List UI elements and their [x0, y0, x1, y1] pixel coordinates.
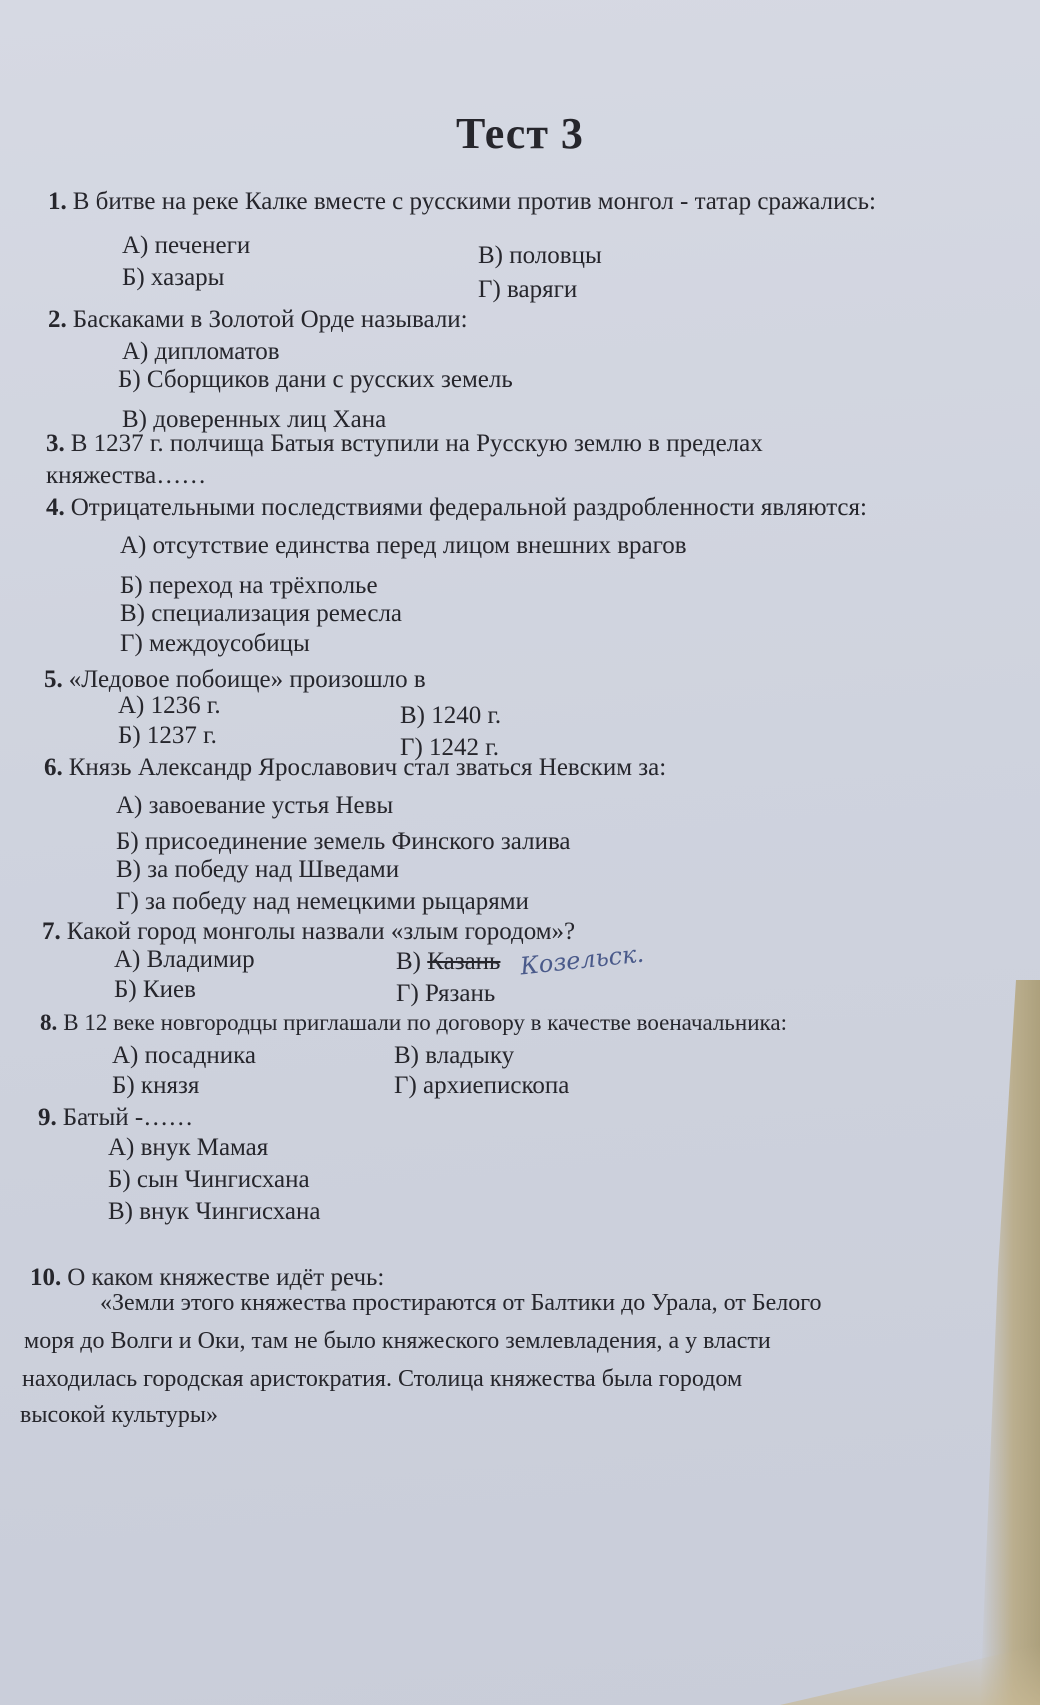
q8-option-a: А) посадника [112, 1042, 256, 1069]
question-text: В 1237 г. полчища Батыя вступили на Русскую землю в пределах [70, 430, 763, 457]
question-text: Баскаками в Золотой Орде называли: [72, 306, 468, 333]
q4-option-b: Б) переход на трёхполье [120, 572, 378, 599]
q2-option-b: Б) Сборщиков дани с русских земель [118, 366, 513, 393]
q7-option-v [396, 948, 500, 976]
q8-option-g: Г) архиепископа [394, 1072, 570, 1099]
q5-option-v: В) 1240 г. [400, 702, 502, 729]
question-3-continuation: княжества…… [46, 462, 207, 489]
question-number: 5. [44, 666, 63, 693]
question-number: 10. [30, 1264, 62, 1291]
question-text: Князь Александр Ярославович стал зваться Невским за: [68, 754, 667, 781]
q1-option-b: Б) хазары [122, 264, 225, 291]
q7-option-a: А) Владимир [114, 946, 255, 973]
question-number: 2. [48, 306, 67, 333]
q6-option-v: В) за победу над Шведами [116, 856, 400, 883]
q6-option-a: А) завоевание устья Невы [116, 792, 394, 819]
handwritten-answer: Козельск. [518, 939, 646, 981]
q1-option-g: Г) варяги [478, 276, 578, 303]
question-number: 6. [44, 754, 63, 781]
q9-option-b: Б) сын Чингисхана [108, 1166, 310, 1193]
q8-option-b: Б) князя [112, 1072, 200, 1099]
question-text: Батый -…… [62, 1104, 194, 1131]
q2-option-a: А) дипломатов [122, 338, 280, 365]
question-text: В битве на реке Калке вместе с русскими против монгол - татар сражались: [72, 188, 876, 215]
question-7 [42, 918, 575, 946]
question-text: В 12 веке новгородцы приглашали по договору в качестве военачальника: [63, 1010, 787, 1035]
q5-option-b: Б) 1237 г. [118, 722, 217, 749]
question-3 [46, 430, 763, 458]
question-10 [30, 1264, 384, 1292]
q6-option-g: Г) за победу над немецкими рыцарями [116, 888, 529, 915]
q4-option-g: Г) междоусобицы [120, 630, 310, 657]
q5-option-g: Г) 1242 г. [400, 734, 499, 761]
quote-line-2: моря до Волги и Оки, там не было княжеского землевладения, а у власти [24, 1328, 771, 1354]
q1-option-v: В) половцы [478, 242, 602, 269]
q4-option-v: В) специализация ремесла [120, 600, 403, 627]
question-number: 8. [40, 1010, 58, 1035]
question-number: 3. [46, 430, 65, 457]
q7-option-g: Г) Рязань [396, 980, 496, 1007]
q2-option-v: В) доверенных лиц Хана [122, 406, 387, 433]
question-text: Отрицательными последствиями федеральной раздробленности являются: [70, 494, 867, 521]
q1-option-a: А) печенеги [122, 232, 251, 259]
page-title: Тест 3 [456, 109, 584, 158]
question-number: 4. [46, 494, 65, 521]
question-8 [40, 1010, 787, 1036]
question-text: Какой город монголы назвали «злым городом»? [66, 918, 576, 945]
q4-option-a: А) отсутствие единства перед лицом внешних врагов [120, 532, 687, 559]
question-1 [48, 188, 876, 216]
quote-line-3: находилась городская аристократия. Столица княжества была городом [22, 1366, 743, 1392]
q8-option-v: В) владыку [394, 1042, 515, 1069]
option-letter: В) [396, 948, 421, 975]
q7-option-b: Б) Киев [114, 976, 196, 1003]
q6-option-b: Б) присоединение земель Финского залива [116, 828, 571, 855]
quote-line-1: «Земли этого княжества простираются от Балтики до Урала, от Белого [100, 1290, 822, 1316]
question-2 [48, 306, 468, 334]
q9-option-a: А) внук Мамая [108, 1134, 269, 1161]
question-5 [44, 666, 426, 694]
question-number: 1. [48, 188, 67, 215]
q5-option-a: А) 1236 г. [118, 692, 221, 719]
question-text: «Ледовое побоище» произошло в [68, 666, 426, 693]
quote-line-4: высокой культуры» [20, 1402, 218, 1428]
crossed-out-answer: Казань [427, 948, 501, 975]
q9-option-v: В) внук Чингисхана [108, 1198, 321, 1225]
question-number: 9. [38, 1104, 57, 1131]
question-4 [46, 494, 867, 522]
question-number: 7. [42, 918, 61, 945]
question-6 [44, 754, 666, 782]
question-9 [38, 1104, 193, 1132]
question-text: О каком княжестве идёт речь: [67, 1264, 385, 1291]
